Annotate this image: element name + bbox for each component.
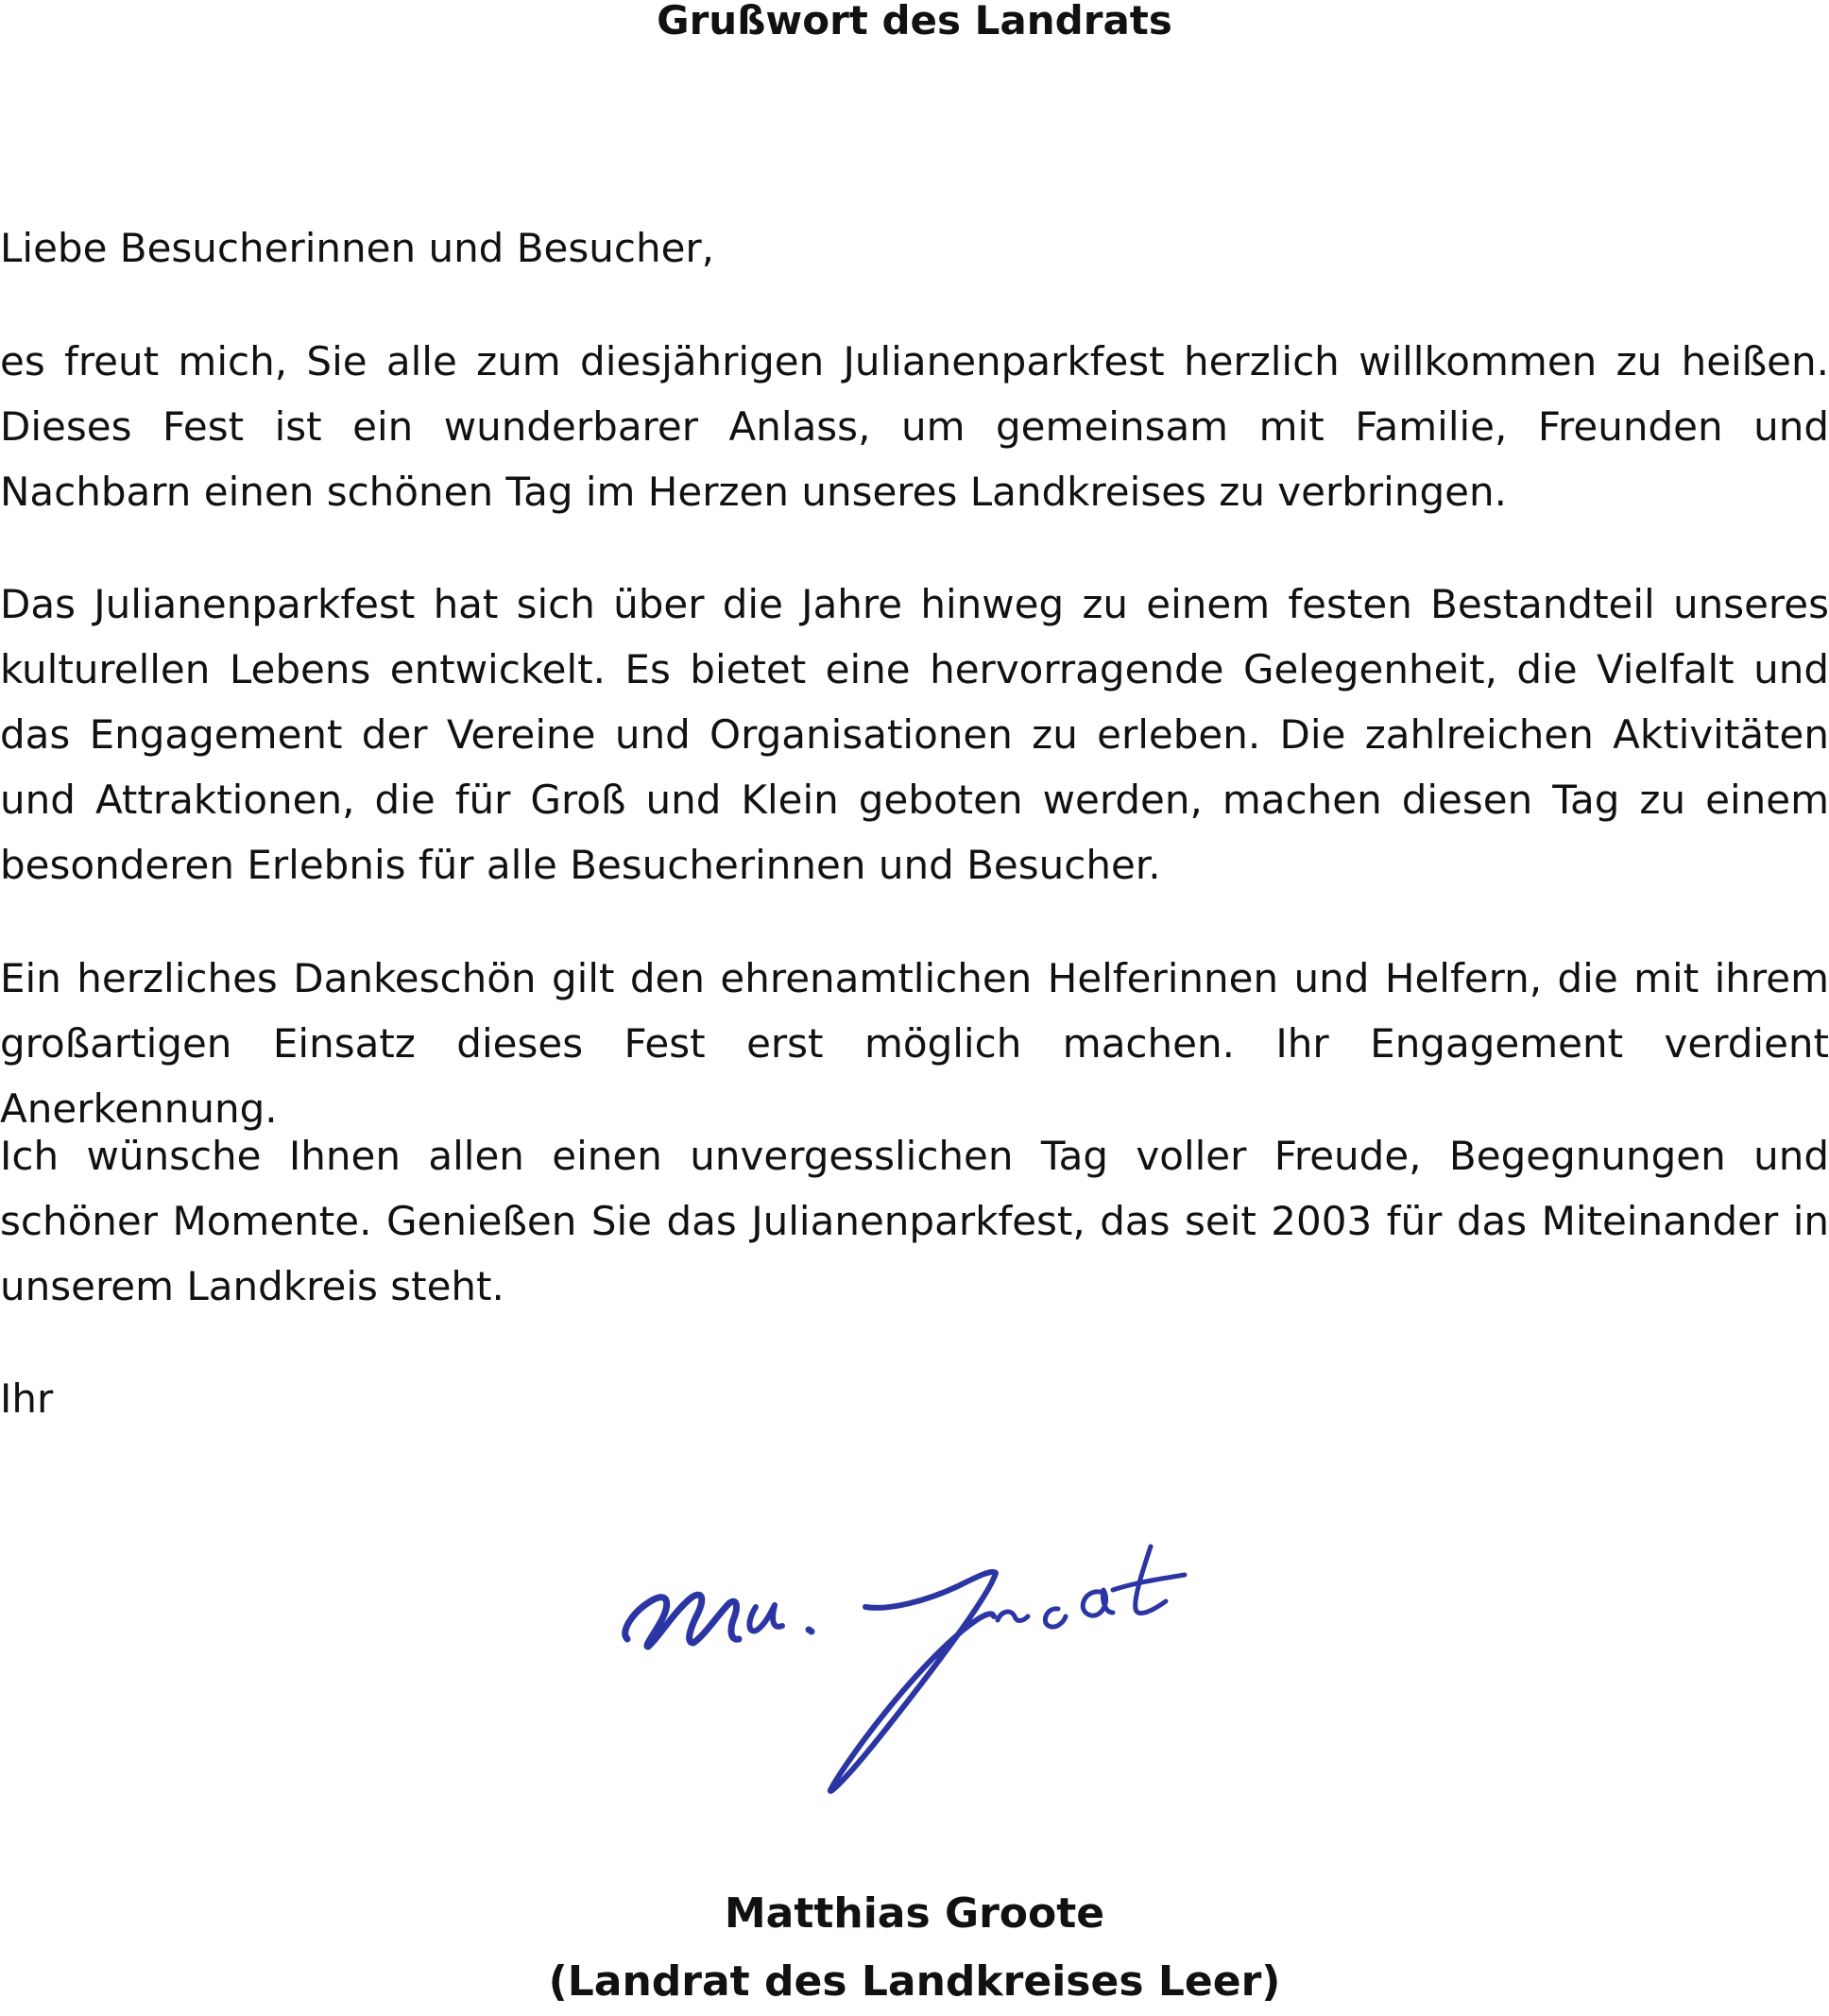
signature-stroke-c [1045, 1609, 1066, 1627]
handwritten-signature [595, 1488, 1228, 1809]
paragraph-welcome: es freut mich, Sie alle zum diesjährigen Julianenparkfest herzlich willkommen zu heißen. Dieses Fest ist ein wunderbarer Anlass, um gemeinsam mit Familie, Freunden und Nachbarn einen schönen Tag im Herzen unseres Landkreises zu verbringen. [0, 338, 1829, 515]
signature-stroke-o [1083, 1590, 1113, 1615]
paragraph-thanks: Ein herzliches Dankeschön gilt den ehrenamtlichen Helferinnen und Helfern, die mit ihrem großartigen Einsatz dieses Fest erst möglich machen. Ihr Engagement verdient Anerkennung. [0, 955, 1829, 1132]
letter-title: Grußwort des Landrats [657, 0, 1172, 43]
closing-word: Ihr [0, 1375, 54, 1422]
signature-stroke-crossbar [1113, 1575, 1185, 1590]
signature-stroke-j [830, 1572, 996, 1791]
signatory-role: (Landrat des Landkreises Leer) [548, 1957, 1281, 2006]
paragraph-tradition: Das Julianenparkfest hat sich über die Jahre hinweg zu einem festen Bestandteil unseres kulturellen Lebens entwickelt. Es bietet eine hervorragende Gelegenheit, die Vielfalt und das Engagement der Vereine und Organisationen zu erleben. Die zahlreichen Aktivitäten und Attraktionen, die für Groß und Klein geboten werden, machen diesen Tag zu einem besonderen Erlebnis für alle Besucherinnen und Besucher. [0, 581, 1829, 888]
signature-stroke-dot [809, 1630, 812, 1632]
signature-stroke-m [625, 1595, 739, 1647]
signatory-name: Matthias Groote [724, 1889, 1105, 1938]
paragraph-wishes: Ich wünsche Ihnen allen einen unvergesslichen Tag voller Freude, Begegnungen und schöner Momente. Genießen Sie das Julianenparkfest, das seit 2003 für das Miteinander in unserem Landkreis steht. [0, 1133, 1829, 1309]
signature-stroke-r [998, 1612, 1028, 1620]
signature-stroke-u [749, 1605, 782, 1631]
salutation: Liebe Besucherinnen und Besucher, [0, 225, 715, 271]
